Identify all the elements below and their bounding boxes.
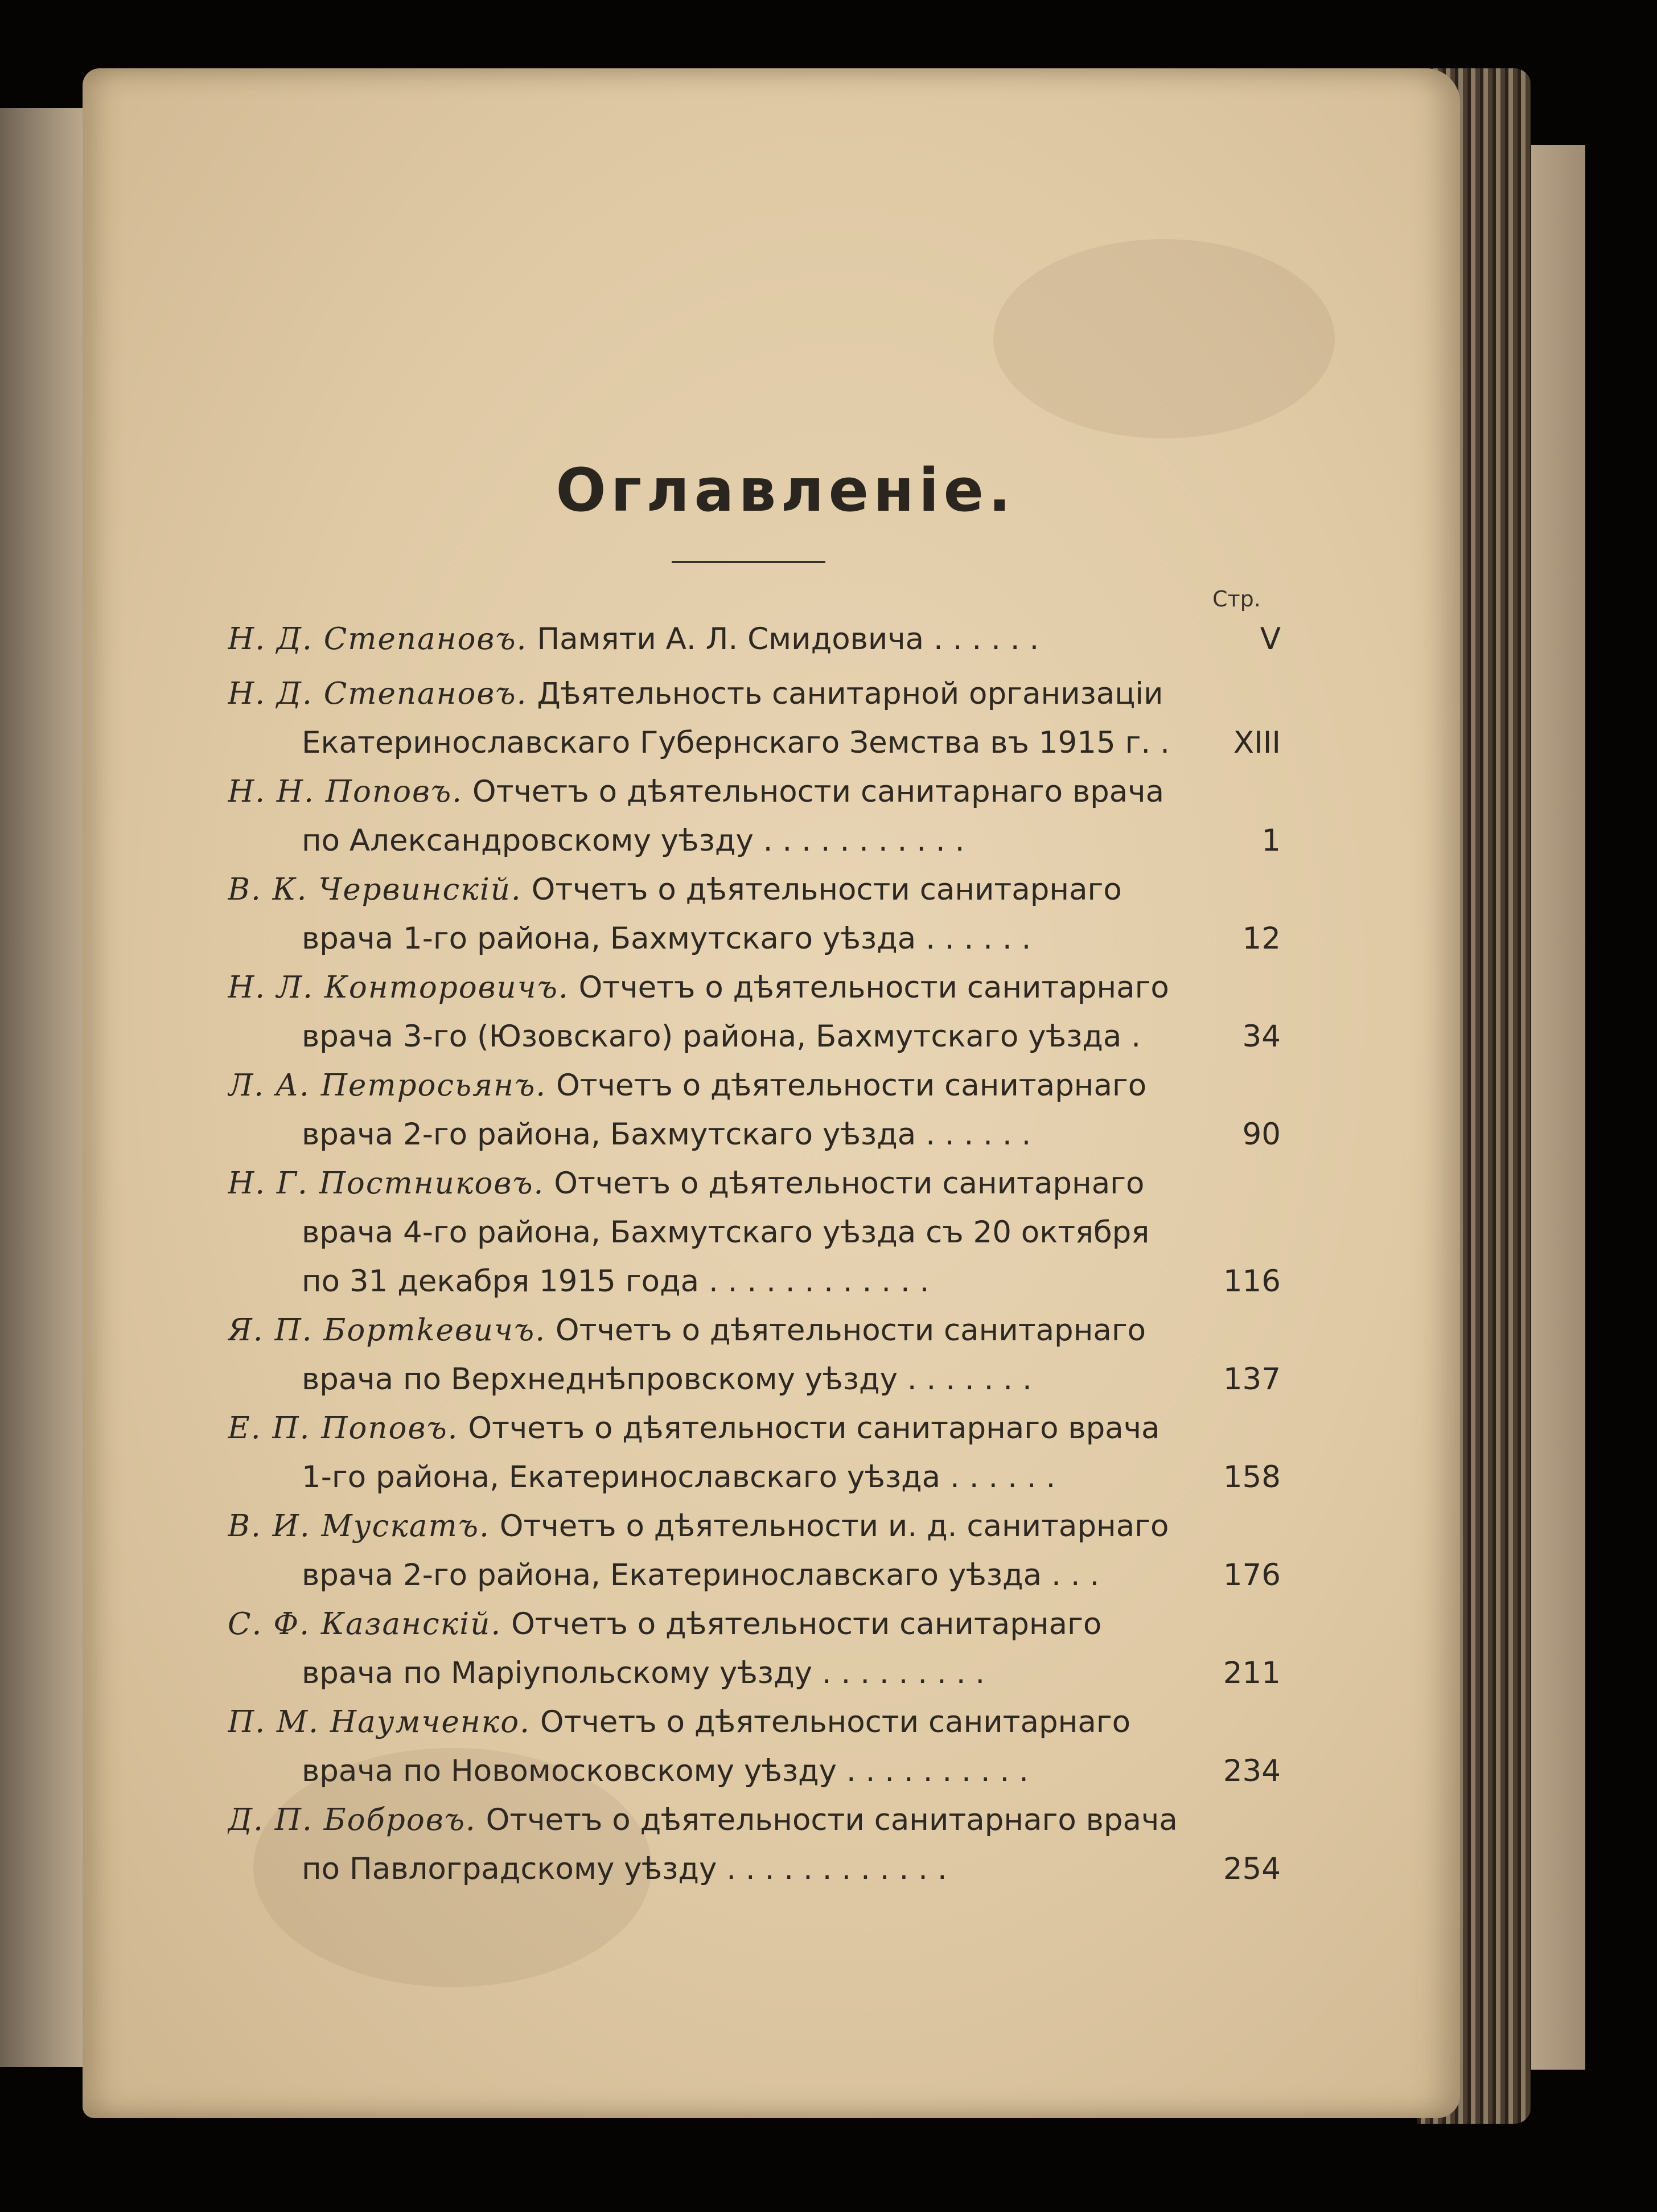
toc-title: Отчетъ о дѣятельности санитарнаго врача	[472, 774, 1165, 809]
toc-line	[228, 615, 1195, 664]
toc-title-continuation: врача по Новомосковскому уѣзду . . . . . . . . . .	[302, 1754, 1029, 1788]
toc-entry	[228, 1404, 1281, 1502]
toc-line	[228, 670, 1195, 719]
toc-title: Памяти А. Л. Смидовича . . . . . .	[537, 622, 1039, 656]
toc-line	[228, 1502, 1195, 1551]
toc-title: Отчетъ о дѣятельности санитарнаго	[556, 1068, 1147, 1103]
toc-title-continuation: врача 4-го района, Бахмутскаго уѣзда съ 20 октября	[302, 1215, 1150, 1250]
toc-author: П. М. Наумченко.	[228, 1705, 531, 1739]
toc-entry	[228, 768, 1281, 865]
toc-line	[228, 963, 1195, 1012]
toc-page-number: 158	[1223, 1460, 1281, 1495]
toc-entry	[228, 670, 1281, 768]
toc-line	[228, 768, 1195, 816]
toc-line	[228, 865, 1195, 914]
page-title: Оглавленіе.	[556, 455, 1015, 525]
toc-entry	[228, 1796, 1281, 1894]
toc-line	[228, 1600, 1195, 1649]
toc-title-continuation: врача 2-го района, Екатеринославскаго уѣзда . . .	[302, 1558, 1100, 1593]
toc-title: Отчетъ о дѣятельности санитарнаго	[555, 1313, 1146, 1348]
toc-page-number: 12	[1242, 921, 1281, 956]
toc-title: Отчетъ о дѣятельности санитарнаго врача	[468, 1411, 1160, 1446]
toc-page-number: 116	[1223, 1264, 1281, 1299]
page-column-label: Стр.	[1212, 586, 1261, 612]
toc-title: Дѣятельность санитарной организаціи	[537, 676, 1163, 711]
table-of-contents	[228, 615, 1281, 1894]
toc-author: С. Ф. Казанскій.	[228, 1607, 502, 1641]
toc-title: Отчетъ о дѣятельности санитарнаго врача	[486, 1803, 1178, 1837]
toc-title-continuation: по Александровскому уѣзду . . . . . . . . . . .	[302, 823, 965, 858]
toc-author: Н. Г. Постниковъ.	[228, 1166, 545, 1201]
toc-entry	[228, 1698, 1281, 1796]
toc-entry	[228, 615, 1281, 670]
toc-page-number: 234	[1223, 1754, 1281, 1788]
toc-page-number: 1	[1261, 823, 1281, 858]
toc-title-continuation: 1-го района, Екатеринославскаго уѣзда . . . . . .	[302, 1460, 1056, 1495]
toc-author: В. К. Червинскій.	[228, 872, 522, 907]
title-underline	[672, 561, 825, 563]
toc-author: Н. Л. Конторовичъ.	[228, 970, 569, 1005]
toc-page-number: XIII	[1233, 725, 1281, 760]
toc-entry	[228, 865, 1281, 963]
toc-title-continuation: врача 2-го района, Бахмутскаго уѣзда . . . . . .	[302, 1117, 1031, 1152]
toc-title-continuation: врача по Верхнеднѣпровскому уѣзду . . . . . . .	[302, 1362, 1032, 1397]
toc-author: Н. Д. Степановъ.	[228, 676, 528, 711]
toc-entry	[228, 1600, 1281, 1698]
toc-page-number: 34	[1242, 1019, 1281, 1054]
toc-title-continuation: Екатеринославскаго Губернскаго Земства въ 1915 г. .	[302, 725, 1170, 760]
toc-page-number: 137	[1223, 1362, 1281, 1397]
toc-title-continuation: по 31 декабря 1915 года . . . . . . . . . . . .	[302, 1264, 930, 1299]
toc-title: Отчетъ о дѣятельности санитарнаго	[578, 970, 1169, 1005]
toc-title: Отчетъ о дѣятельности санитарнаго	[554, 1166, 1145, 1201]
toc-author: Н. Н. Поповъ.	[228, 774, 463, 809]
toc-page-number: 254	[1223, 1852, 1281, 1886]
toc-title: Отчетъ о дѣятельности санитарнаго	[511, 1607, 1102, 1641]
toc-entry	[228, 1061, 1281, 1159]
toc-title: Отчетъ о дѣятельности санитарнаго	[540, 1705, 1131, 1739]
toc-author: Л. А. Петросьянъ.	[228, 1068, 547, 1103]
toc-line	[228, 1796, 1195, 1845]
toc-page-number: 176	[1223, 1558, 1281, 1593]
toc-title-continuation: по Павлоградскому уѣзду . . . . . . . . . . . .	[302, 1852, 947, 1886]
toc-line	[228, 1404, 1195, 1453]
toc-title-continuation: врача 1-го района, Бахмутскаго уѣзда . . . . . .	[302, 921, 1031, 956]
toc-title-continuation: врача 3-го (Юзовскаго) района, Бахмутскаго уѣзда .	[302, 1019, 1141, 1054]
toc-line	[228, 1698, 1195, 1747]
toc-entry	[228, 1306, 1281, 1404]
toc-page-number: 90	[1242, 1117, 1281, 1152]
toc-page-number: 211	[1223, 1656, 1281, 1690]
toc-author: В. И. Мускатъ.	[228, 1509, 490, 1544]
toc-author: Е. П. Поповъ.	[228, 1411, 459, 1446]
toc-author: Н. Д. Степановъ.	[228, 622, 528, 656]
toc-entry	[228, 1502, 1281, 1600]
toc-title: Отчетъ о дѣятельности санитарнаго	[531, 872, 1122, 907]
toc-title-continuation: врача по Маріупольскому уѣзду . . . . . . . . .	[302, 1656, 985, 1690]
toc-title: Отчетъ о дѣятельности и. д. санитарнаго	[499, 1509, 1169, 1544]
toc-entry	[228, 1159, 1281, 1306]
toc-author: Я. П. Бортkевичъ.	[228, 1313, 546, 1348]
toc-author: Д. П. Бобровъ.	[228, 1803, 476, 1837]
page-stain	[993, 239, 1335, 438]
toc-entry	[228, 963, 1281, 1061]
toc-line	[228, 1306, 1195, 1355]
toc-page-number: V	[1260, 622, 1281, 656]
toc-line	[228, 1159, 1195, 1208]
toc-line	[228, 1061, 1195, 1110]
